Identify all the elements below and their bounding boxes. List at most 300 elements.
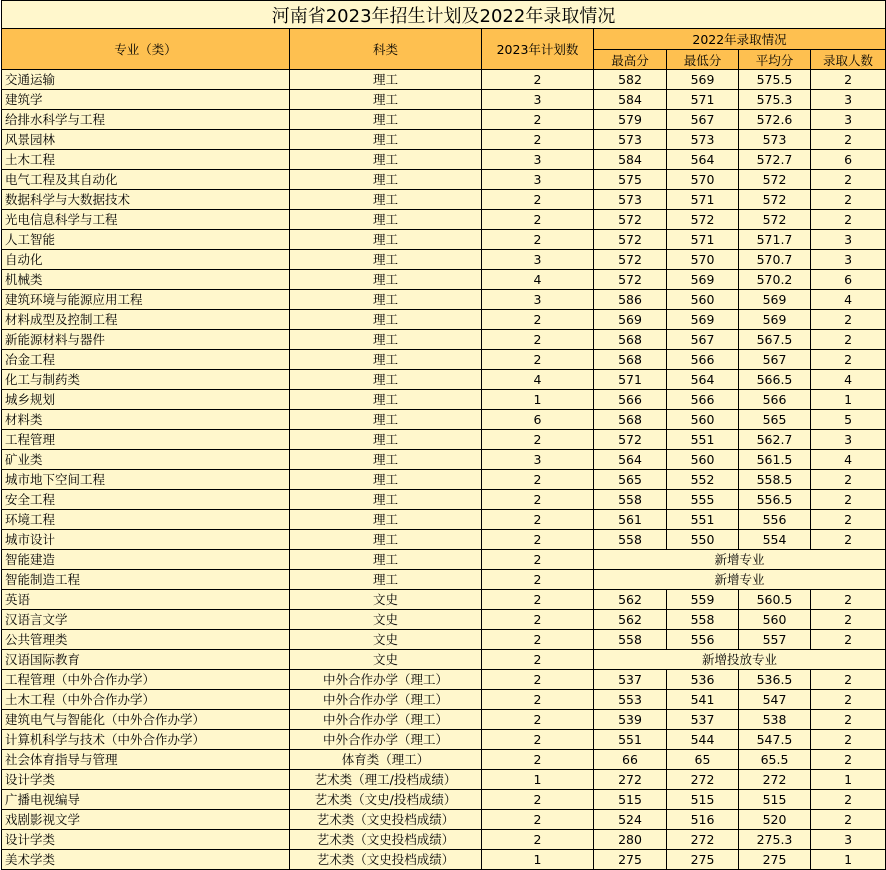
header-avg: 平均分 bbox=[739, 50, 811, 70]
cell-max: 572 bbox=[594, 430, 667, 450]
cell-min: 551 bbox=[667, 510, 739, 530]
cell-category: 理工 bbox=[290, 210, 482, 230]
cell-min: 551 bbox=[667, 430, 739, 450]
cell-plan: 2 bbox=[482, 310, 594, 330]
cell-count: 1 bbox=[811, 770, 886, 790]
table-row bbox=[2, 810, 886, 830]
cell-category: 理工 bbox=[290, 190, 482, 210]
cell-max: 558 bbox=[594, 530, 667, 550]
cell-category: 理工 bbox=[290, 110, 482, 130]
cell-plan: 2 bbox=[482, 350, 594, 370]
cell-avg: 566 bbox=[739, 390, 811, 410]
cell-min: 571 bbox=[667, 90, 739, 110]
cell-avg: 557 bbox=[739, 630, 811, 650]
cell-plan: 2 bbox=[482, 110, 594, 130]
cell-count: 2 bbox=[811, 310, 886, 330]
cell-major: 安全工程 bbox=[2, 490, 290, 510]
cell-avg: 572.6 bbox=[739, 110, 811, 130]
cell-avg: 520 bbox=[739, 810, 811, 830]
cell-min: 544 bbox=[667, 730, 739, 750]
cell-min: 516 bbox=[667, 810, 739, 830]
table-row bbox=[2, 190, 886, 210]
cell-count: 2 bbox=[811, 590, 886, 610]
table-row bbox=[2, 370, 886, 390]
cell-max: 515 bbox=[594, 790, 667, 810]
cell-avg: 515 bbox=[739, 790, 811, 810]
cell-max: 572 bbox=[594, 270, 667, 290]
cell-min: 536 bbox=[667, 670, 739, 690]
cell-plan: 2 bbox=[482, 810, 594, 830]
cell-count: 3 bbox=[811, 250, 886, 270]
cell-major: 智能建造 bbox=[2, 550, 290, 570]
cell-category: 体育类（理工） bbox=[290, 750, 482, 770]
table-row bbox=[2, 110, 886, 130]
cell-major: 设计学类 bbox=[2, 770, 290, 790]
cell-count: 2 bbox=[811, 210, 886, 230]
cell-max: 564 bbox=[594, 450, 667, 470]
cell-major: 给排水科学与工程 bbox=[2, 110, 290, 130]
cell-category: 理工 bbox=[290, 570, 482, 590]
cell-avg: 567.5 bbox=[739, 330, 811, 350]
cell-count: 4 bbox=[811, 370, 886, 390]
cell-max: 539 bbox=[594, 710, 667, 730]
cell-major: 广播电视编导 bbox=[2, 790, 290, 810]
cell-avg: 558.5 bbox=[739, 470, 811, 490]
cell-avg: 556 bbox=[739, 510, 811, 530]
cell-category: 理工 bbox=[290, 450, 482, 470]
cell-plan: 2 bbox=[482, 790, 594, 810]
cell-plan: 2 bbox=[482, 650, 594, 670]
cell-max: 565 bbox=[594, 470, 667, 490]
cell-category: 理工 bbox=[290, 170, 482, 190]
table-row bbox=[2, 350, 886, 370]
cell-avg: 565 bbox=[739, 410, 811, 430]
cell-category: 理工 bbox=[290, 290, 482, 310]
cell-major: 建筑环境与能源应用工程 bbox=[2, 290, 290, 310]
cell-min: 571 bbox=[667, 190, 739, 210]
cell-avg: 567 bbox=[739, 350, 811, 370]
table-row bbox=[2, 510, 886, 530]
cell-category: 理工 bbox=[290, 470, 482, 490]
cell-major: 工程管理（中外合作办学） bbox=[2, 670, 290, 690]
cell-category: 理工 bbox=[290, 390, 482, 410]
table-row bbox=[2, 90, 886, 110]
cell-plan: 2 bbox=[482, 710, 594, 730]
cell-avg: 572 bbox=[739, 210, 811, 230]
cell-major: 英语 bbox=[2, 590, 290, 610]
cell-avg: 572.7 bbox=[739, 150, 811, 170]
cell-plan: 3 bbox=[482, 90, 594, 110]
table-row bbox=[2, 690, 886, 710]
cell-major: 冶金工程 bbox=[2, 350, 290, 370]
header-max: 最高分 bbox=[594, 50, 667, 70]
cell-min: 560 bbox=[667, 450, 739, 470]
table-row bbox=[2, 210, 886, 230]
cell-major: 材料成型及控制工程 bbox=[2, 310, 290, 330]
cell-min: 541 bbox=[667, 690, 739, 710]
cell-max: 568 bbox=[594, 330, 667, 350]
header-category: 科类 bbox=[290, 29, 482, 70]
cell-count: 2 bbox=[811, 510, 886, 530]
cell-max: 562 bbox=[594, 610, 667, 630]
table-row bbox=[2, 70, 886, 90]
cell-plan: 4 bbox=[482, 370, 594, 390]
cell-plan: 1 bbox=[482, 850, 594, 870]
cell-plan: 2 bbox=[482, 330, 594, 350]
cell-major: 城乡规划 bbox=[2, 390, 290, 410]
cell-avg: 566.5 bbox=[739, 370, 811, 390]
table-row bbox=[2, 310, 886, 330]
cell-plan: 2 bbox=[482, 490, 594, 510]
cell-avg: 571.7 bbox=[739, 230, 811, 250]
cell-max: 584 bbox=[594, 150, 667, 170]
cell-major: 工程管理 bbox=[2, 430, 290, 450]
cell-min: 65 bbox=[667, 750, 739, 770]
cell-category: 理工 bbox=[290, 230, 482, 250]
cell-max: 584 bbox=[594, 90, 667, 110]
cell-min: 272 bbox=[667, 830, 739, 850]
cell-plan: 2 bbox=[482, 510, 594, 530]
cell-plan: 3 bbox=[482, 290, 594, 310]
table-row bbox=[2, 330, 886, 350]
cell-plan: 2 bbox=[482, 590, 594, 610]
cell-category: 艺术类（文史投档成绩） bbox=[290, 850, 482, 870]
cell-plan: 2 bbox=[482, 470, 594, 490]
cell-plan: 2 bbox=[482, 550, 594, 570]
cell-min: 572 bbox=[667, 210, 739, 230]
cell-count: 1 bbox=[811, 850, 886, 870]
cell-count: 5 bbox=[811, 410, 886, 430]
cell-count: 4 bbox=[811, 450, 886, 470]
cell-category: 理工 bbox=[290, 250, 482, 270]
cell-major: 光电信息科学与工程 bbox=[2, 210, 290, 230]
cell-category: 中外合作办学（理工） bbox=[290, 710, 482, 730]
table-row bbox=[2, 490, 886, 510]
table-row bbox=[2, 150, 886, 170]
cell-avg: 275 bbox=[739, 850, 811, 870]
cell-plan: 2 bbox=[482, 830, 594, 850]
cell-plan: 3 bbox=[482, 170, 594, 190]
cell-major: 材料类 bbox=[2, 410, 290, 430]
table-row bbox=[2, 610, 886, 630]
cell-max: 573 bbox=[594, 190, 667, 210]
cell-max: 575 bbox=[594, 170, 667, 190]
cell-count: 3 bbox=[811, 110, 886, 130]
cell-min: 552 bbox=[667, 470, 739, 490]
cell-min: 558 bbox=[667, 610, 739, 630]
cell-count: 3 bbox=[811, 230, 886, 250]
cell-avg: 554 bbox=[739, 530, 811, 550]
cell-max: 553 bbox=[594, 690, 667, 710]
cell-note: 新增专业 bbox=[594, 550, 886, 570]
cell-count: 2 bbox=[811, 490, 886, 510]
table-row bbox=[2, 590, 886, 610]
cell-plan: 2 bbox=[482, 70, 594, 90]
cell-plan: 4 bbox=[482, 270, 594, 290]
cell-min: 569 bbox=[667, 70, 739, 90]
cell-major: 数据科学与大数据技术 bbox=[2, 190, 290, 210]
cell-min: 275 bbox=[667, 850, 739, 870]
cell-category: 文史 bbox=[290, 590, 482, 610]
cell-min: 571 bbox=[667, 230, 739, 250]
cell-min: 555 bbox=[667, 490, 739, 510]
cell-plan: 2 bbox=[482, 630, 594, 650]
header-plan: 2023年计划数 bbox=[482, 29, 594, 70]
cell-max: 280 bbox=[594, 830, 667, 850]
cell-category: 艺术类（文史投档成绩） bbox=[290, 810, 482, 830]
table-row bbox=[2, 730, 886, 750]
cell-major: 环境工程 bbox=[2, 510, 290, 530]
cell-avg: 547.5 bbox=[739, 730, 811, 750]
cell-min: 573 bbox=[667, 130, 739, 150]
cell-max: 275 bbox=[594, 850, 667, 870]
cell-major: 戏剧影视文学 bbox=[2, 810, 290, 830]
cell-avg: 275.3 bbox=[739, 830, 811, 850]
table-row bbox=[2, 710, 886, 730]
cell-min: 566 bbox=[667, 390, 739, 410]
cell-plan: 2 bbox=[482, 730, 594, 750]
cell-count: 2 bbox=[811, 790, 886, 810]
cell-avg: 547 bbox=[739, 690, 811, 710]
cell-plan: 2 bbox=[482, 230, 594, 250]
cell-major: 城市设计 bbox=[2, 530, 290, 550]
cell-avg: 538 bbox=[739, 710, 811, 730]
cell-major: 化工与制药类 bbox=[2, 370, 290, 390]
cell-count: 2 bbox=[811, 190, 886, 210]
cell-category: 理工 bbox=[290, 330, 482, 350]
table-row bbox=[2, 170, 886, 190]
cell-category: 艺术类（理工/投档成绩） bbox=[290, 770, 482, 790]
cell-max: 572 bbox=[594, 210, 667, 230]
cell-min: 567 bbox=[667, 110, 739, 130]
cell-max: 537 bbox=[594, 670, 667, 690]
cell-category: 理工 bbox=[290, 430, 482, 450]
cell-max: 572 bbox=[594, 230, 667, 250]
cell-avg: 572 bbox=[739, 170, 811, 190]
cell-category: 中外合作办学（理工） bbox=[290, 730, 482, 750]
cell-plan: 1 bbox=[482, 770, 594, 790]
cell-category: 理工 bbox=[290, 130, 482, 150]
table-row bbox=[2, 130, 886, 150]
cell-major: 电气工程及其自动化 bbox=[2, 170, 290, 190]
cell-count: 2 bbox=[811, 690, 886, 710]
cell-category: 理工 bbox=[290, 70, 482, 90]
cell-avg: 575.3 bbox=[739, 90, 811, 110]
cell-avg: 570.2 bbox=[739, 270, 811, 290]
cell-category: 理工 bbox=[290, 410, 482, 430]
cell-max: 568 bbox=[594, 350, 667, 370]
cell-avg: 572 bbox=[739, 190, 811, 210]
cell-max: 558 bbox=[594, 490, 667, 510]
cell-count: 2 bbox=[811, 750, 886, 770]
table-row bbox=[2, 630, 886, 650]
cell-major: 计算机科学与技术（中外合作办学） bbox=[2, 730, 290, 750]
table-row bbox=[2, 850, 886, 870]
cell-major: 机械类 bbox=[2, 270, 290, 290]
cell-category: 艺术类（文史投档成绩） bbox=[290, 830, 482, 850]
cell-plan: 2 bbox=[482, 670, 594, 690]
cell-note: 新增投放专业 bbox=[594, 650, 886, 670]
cell-plan: 3 bbox=[482, 250, 594, 270]
cell-count: 2 bbox=[811, 70, 886, 90]
table-row bbox=[2, 770, 886, 790]
cell-plan: 2 bbox=[482, 690, 594, 710]
cell-avg: 573 bbox=[739, 130, 811, 150]
cell-major: 城市地下空间工程 bbox=[2, 470, 290, 490]
cell-max: 573 bbox=[594, 130, 667, 150]
cell-major: 矿业类 bbox=[2, 450, 290, 470]
cell-category: 文史 bbox=[290, 630, 482, 650]
cell-max: 558 bbox=[594, 630, 667, 650]
table-row bbox=[2, 790, 886, 810]
table-row bbox=[2, 670, 886, 690]
cell-avg: 562.7 bbox=[739, 430, 811, 450]
cell-category: 理工 bbox=[290, 490, 482, 510]
cell-count: 6 bbox=[811, 150, 886, 170]
cell-min: 567 bbox=[667, 330, 739, 350]
cell-major: 新能源材料与器件 bbox=[2, 330, 290, 350]
cell-major: 智能制造工程 bbox=[2, 570, 290, 590]
cell-max: 571 bbox=[594, 370, 667, 390]
cell-min: 560 bbox=[667, 290, 739, 310]
cell-plan: 2 bbox=[482, 530, 594, 550]
cell-avg: 561.5 bbox=[739, 450, 811, 470]
cell-plan: 3 bbox=[482, 450, 594, 470]
cell-avg: 575.5 bbox=[739, 70, 811, 90]
cell-max: 579 bbox=[594, 110, 667, 130]
cell-category: 文史 bbox=[290, 650, 482, 670]
cell-category: 理工 bbox=[290, 550, 482, 570]
cell-avg: 569 bbox=[739, 310, 811, 330]
cell-major: 汉语言文学 bbox=[2, 610, 290, 630]
cell-min: 569 bbox=[667, 310, 739, 330]
cell-plan: 2 bbox=[482, 750, 594, 770]
cell-count: 2 bbox=[811, 810, 886, 830]
cell-min: 560 bbox=[667, 410, 739, 430]
cell-category: 中外合作办学（理工） bbox=[290, 690, 482, 710]
table-row bbox=[2, 750, 886, 770]
cell-major: 土木工程（中外合作办学） bbox=[2, 690, 290, 710]
cell-major: 人工智能 bbox=[2, 230, 290, 250]
table-row bbox=[2, 250, 886, 270]
table-body bbox=[2, 70, 886, 870]
cell-max: 568 bbox=[594, 410, 667, 430]
cell-major: 公共管理类 bbox=[2, 630, 290, 650]
cell-count: 2 bbox=[811, 710, 886, 730]
cell-major: 美术学类 bbox=[2, 850, 290, 870]
table-row bbox=[2, 450, 886, 470]
cell-min: 537 bbox=[667, 710, 739, 730]
cell-category: 理工 bbox=[290, 150, 482, 170]
cell-count: 2 bbox=[811, 170, 886, 190]
table-row bbox=[2, 410, 886, 430]
cell-avg: 272 bbox=[739, 770, 811, 790]
cell-max: 572 bbox=[594, 250, 667, 270]
cell-plan: 2 bbox=[482, 190, 594, 210]
cell-count: 2 bbox=[811, 530, 886, 550]
cell-category: 理工 bbox=[290, 270, 482, 290]
cell-category: 中外合作办学（理工） bbox=[290, 670, 482, 690]
cell-min: 272 bbox=[667, 770, 739, 790]
cell-count: 2 bbox=[811, 630, 886, 650]
cell-category: 理工 bbox=[290, 310, 482, 330]
cell-category: 理工 bbox=[290, 350, 482, 370]
table-row bbox=[2, 230, 886, 250]
cell-category: 理工 bbox=[290, 90, 482, 110]
cell-count: 2 bbox=[811, 670, 886, 690]
cell-min: 570 bbox=[667, 170, 739, 190]
cell-category: 理工 bbox=[290, 510, 482, 530]
cell-max: 569 bbox=[594, 310, 667, 330]
header-count: 录取人数 bbox=[811, 50, 886, 70]
cell-max: 561 bbox=[594, 510, 667, 530]
table-row bbox=[2, 270, 886, 290]
cell-category: 文史 bbox=[290, 610, 482, 630]
cell-min: 566 bbox=[667, 350, 739, 370]
cell-major: 交通运输 bbox=[2, 70, 290, 90]
cell-count: 3 bbox=[811, 830, 886, 850]
cell-major: 建筑学 bbox=[2, 90, 290, 110]
cell-max: 566 bbox=[594, 390, 667, 410]
cell-major: 社会体育指导与管理 bbox=[2, 750, 290, 770]
table-row bbox=[2, 390, 886, 410]
cell-count: 2 bbox=[811, 350, 886, 370]
cell-avg: 570.7 bbox=[739, 250, 811, 270]
cell-major: 土木工程 bbox=[2, 150, 290, 170]
cell-count: 2 bbox=[811, 470, 886, 490]
cell-avg: 536.5 bbox=[739, 670, 811, 690]
cell-category: 艺术类（文史/投档成绩） bbox=[290, 790, 482, 810]
page-title: 河南省2023年招生计划及2022年录取情况 bbox=[2, 1, 886, 29]
cell-max: 582 bbox=[594, 70, 667, 90]
header-major: 专业（类） bbox=[2, 29, 290, 70]
cell-max: 586 bbox=[594, 290, 667, 310]
cell-major: 汉语国际教育 bbox=[2, 650, 290, 670]
cell-max: 524 bbox=[594, 810, 667, 830]
cell-min: 550 bbox=[667, 530, 739, 550]
cell-category: 理工 bbox=[290, 530, 482, 550]
cell-min: 559 bbox=[667, 590, 739, 610]
cell-plan: 2 bbox=[482, 130, 594, 150]
cell-note: 新增专业 bbox=[594, 570, 886, 590]
cell-count: 2 bbox=[811, 330, 886, 350]
cell-plan: 1 bbox=[482, 390, 594, 410]
cell-plan: 2 bbox=[482, 610, 594, 630]
cell-count: 2 bbox=[811, 130, 886, 150]
header-min: 最低分 bbox=[667, 50, 739, 70]
cell-avg: 560.5 bbox=[739, 590, 811, 610]
table-row bbox=[2, 550, 886, 570]
cell-avg: 65.5 bbox=[739, 750, 811, 770]
table-row bbox=[2, 530, 886, 550]
cell-count: 2 bbox=[811, 610, 886, 630]
cell-avg: 560 bbox=[739, 610, 811, 630]
admission-table bbox=[1, 0, 886, 870]
cell-major: 风景园林 bbox=[2, 130, 290, 150]
table-row bbox=[2, 830, 886, 850]
cell-count: 1 bbox=[811, 390, 886, 410]
cell-avg: 556.5 bbox=[739, 490, 811, 510]
table-row bbox=[2, 570, 886, 590]
cell-count: 4 bbox=[811, 290, 886, 310]
cell-max: 562 bbox=[594, 590, 667, 610]
cell-plan: 6 bbox=[482, 410, 594, 430]
cell-major: 自动化 bbox=[2, 250, 290, 270]
cell-plan: 2 bbox=[482, 570, 594, 590]
cell-max: 551 bbox=[594, 730, 667, 750]
table-row bbox=[2, 470, 886, 490]
header-group: 2022年录取情况 bbox=[594, 29, 886, 50]
